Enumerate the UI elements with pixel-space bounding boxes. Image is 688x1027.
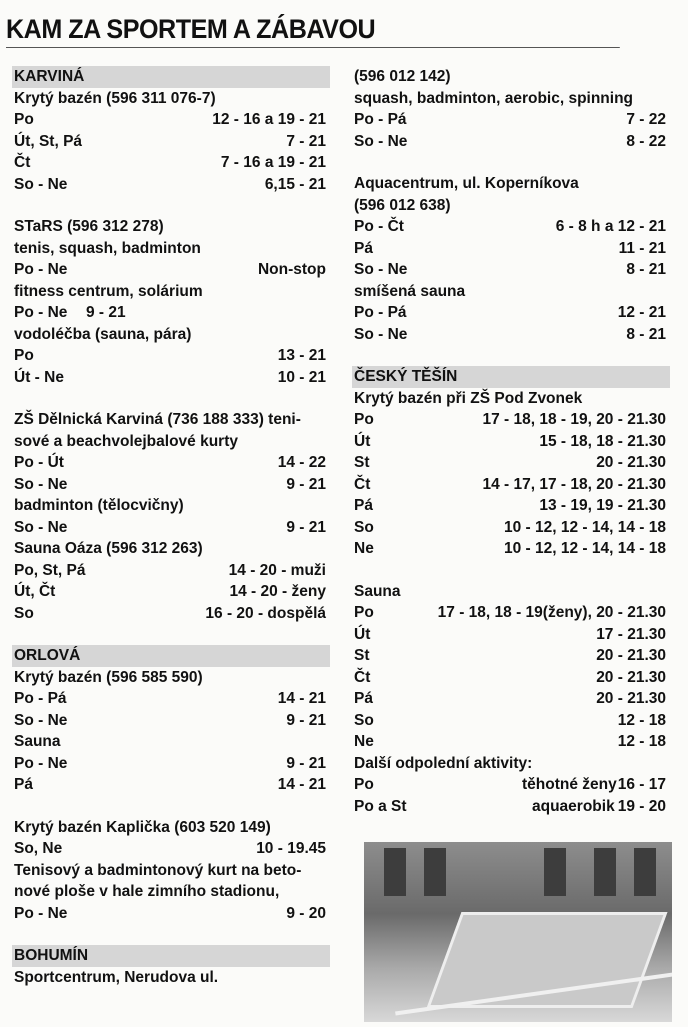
time-value: 14 - 20 - muži (228, 561, 326, 579)
day-label: So - Ne (354, 132, 408, 150)
schedule-row (354, 238, 666, 260)
time-value: 20 - 21.30 (596, 454, 666, 471)
schedule-row (14, 345, 326, 367)
schedule-row (14, 259, 326, 281)
venue-title: Krytý bazén (596 311 076-7) (14, 89, 216, 107)
day-label: Po (354, 411, 374, 428)
schedule-row (14, 367, 326, 389)
activity-label: squash, badminton, aerobic, spinning (354, 89, 634, 107)
activity-label: Sauna (14, 733, 61, 750)
venue-title: sové a beachvolejbalové kurty (14, 432, 238, 450)
day-label: So (14, 604, 34, 622)
schedule-row (14, 560, 326, 582)
day-label: Út (354, 432, 371, 450)
schedule-row (354, 517, 666, 539)
time-value: 9 - 21 (286, 711, 326, 729)
activity-label: badminton (tělocvičny) (14, 497, 184, 514)
activity-label: nové ploše v hale zimního stadionu, (14, 883, 280, 900)
schedule-row (14, 838, 326, 860)
venue-title: Krytý bazén při ZŠ Pod Zvonek (354, 389, 583, 407)
time-value: 10 - 12, 12 - 14, 14 - 18 (504, 518, 666, 536)
swimming-pool-photo (364, 842, 672, 1022)
schedule-row (14, 581, 326, 603)
schedule-row (14, 131, 326, 153)
venue-title: Sauna Oáza (596 312 263) (14, 540, 203, 557)
day-label: Po (14, 347, 34, 364)
venue-phone: (596 012 638) (354, 196, 451, 214)
schedule-row (14, 753, 326, 775)
day-label: Pá (354, 239, 373, 257)
schedule-row (14, 302, 326, 324)
time-value: 12 - 21 (617, 304, 666, 321)
schedule-row (354, 131, 666, 153)
time-value: 20 - 21.30 (596, 690, 666, 707)
section-cesky-tesin: ČESKÝ TĚŠÍN (352, 366, 670, 388)
day-label: Po - Pá (14, 690, 67, 707)
time-value: 12 - 18 (617, 733, 666, 750)
time-value: 10 - 19.45 (256, 840, 326, 857)
schedule-row (14, 517, 326, 539)
schedule-row (354, 796, 666, 818)
day-label: So - Ne (14, 175, 68, 193)
day-label: Po, St, Pá (14, 561, 86, 579)
schedule-row (14, 903, 326, 925)
day-label: Čt (354, 668, 371, 686)
time-value: 14 - 22 (277, 454, 326, 471)
activity-label: tenis, squash, badminton (14, 239, 201, 257)
time-value: 20 - 21.30 (596, 647, 666, 664)
schedule-row (354, 538, 666, 560)
day-label: Út - Ne (14, 368, 64, 386)
time-value: 16 - 20 - dospělá (205, 604, 326, 622)
activity-label: Tenisový a badmintonový kurt na beto- (14, 861, 302, 879)
time-value: 12 - 16 a 19 - 21 (212, 111, 326, 128)
day-label: Po - Ne (14, 754, 68, 772)
schedule-row (354, 688, 666, 710)
schedule-row (14, 603, 326, 625)
day-label: Ne (354, 540, 374, 557)
day-label: Pá (14, 776, 33, 793)
day-label: Po a St (354, 797, 407, 815)
left-column (14, 66, 326, 988)
time-value: 9 - 21 (86, 304, 126, 321)
time-value: 13 - 21 (277, 347, 326, 364)
time-value: 7 - 21 (286, 132, 326, 150)
day-label: St (354, 454, 370, 471)
schedule-row (354, 452, 666, 474)
time-value: 8 - 21 (626, 325, 666, 343)
schedule-row (354, 302, 666, 324)
schedule-row (354, 667, 666, 689)
time-value: 8 - 22 (626, 132, 666, 150)
day-label: So - Ne (14, 711, 68, 729)
day-label: So - Ne (354, 325, 408, 343)
section-orlova: ORLOVÁ (12, 645, 330, 667)
time-value: Non-stop (257, 261, 326, 278)
schedule-row (14, 109, 326, 131)
activity-name: těhotné ženy (522, 776, 617, 793)
time-value: 10 - 12, 12 - 14, 14 - 18 (504, 540, 666, 557)
day-label: Po (354, 776, 374, 793)
time-value: 14 - 17, 17 - 18, 20 - 21.30 (482, 475, 666, 493)
time-value: 14 - 21 (277, 690, 326, 707)
time-value: 19 - 20 (617, 797, 666, 815)
schedule-row (354, 259, 666, 281)
time-value: 9 - 20 (286, 904, 326, 922)
time-value: 17 - 18, 18 - 19(ženy), 20 - 21.30 (437, 604, 666, 621)
day-label: Po - Čt (354, 218, 404, 235)
day-label: Po - Ne (14, 261, 68, 278)
schedule-row (354, 624, 666, 646)
schedule-row (354, 645, 666, 667)
time-value: 12 - 18 (617, 711, 666, 729)
day-label: So (354, 518, 374, 536)
section-karvina: KARVINÁ (12, 66, 330, 88)
venue-title: ZŠ Dělnická Karviná (736 188 333) teni- (14, 411, 301, 428)
schedule-row (14, 174, 326, 196)
day-label: Po (14, 111, 34, 128)
day-label: So - Ne (14, 518, 68, 536)
day-label: So (354, 711, 374, 729)
day-label: Pá (354, 497, 373, 514)
page-title: KAM ZA SPORTEM A ZÁBAVOU (6, 14, 620, 48)
schedule-row (354, 409, 666, 431)
time-value: 9 - 21 (286, 475, 326, 493)
schedule-row (14, 710, 326, 732)
venue-title: Sportcentrum, Nerudova ul. (14, 968, 219, 986)
schedule-row (354, 324, 666, 346)
day-label: Ne (354, 733, 374, 750)
time-value: 6,15 - 21 (264, 175, 326, 193)
day-label: So, Ne (14, 840, 63, 857)
time-value: 8 - 21 (626, 261, 666, 278)
schedule-row (354, 431, 666, 453)
right-column (354, 66, 666, 817)
schedule-row (14, 474, 326, 496)
schedule-row (14, 452, 326, 474)
day-label: Čt (354, 475, 371, 493)
time-value: 17 - 21.30 (596, 625, 666, 643)
time-value: 20 - 21.30 (596, 668, 666, 686)
schedule-row (354, 774, 666, 796)
day-label: Út, Čt (14, 583, 56, 600)
time-value: 16 - 17 (617, 776, 666, 793)
activity-label: fitness centrum, solárium (14, 282, 203, 300)
day-label: Po - Pá (354, 111, 407, 128)
activity-label: Sauna (354, 582, 401, 600)
day-label: Po - Ne (14, 904, 68, 922)
venue-title: Aquacentrum, ul. Koperníkova (354, 175, 579, 192)
time-value: 15 - 18, 18 - 21.30 (539, 432, 666, 450)
venue-title: Krytý bazén (596 585 590) (14, 668, 203, 686)
venue-title: STaRS (596 312 278) (14, 218, 164, 235)
day-label: Pá (354, 690, 373, 707)
day-label: St (354, 647, 370, 664)
time-value: 13 - 19, 19 - 21.30 (539, 497, 666, 514)
venue-phone: (596 012 142) (354, 68, 451, 85)
section-bohumin: BOHUMÍN (12, 945, 330, 967)
time-value: 10 - 21 (277, 368, 326, 386)
schedule-row (354, 731, 666, 753)
schedule-row (14, 152, 326, 174)
activity-label: Další odpolední aktivity: (354, 754, 533, 772)
day-label: So - Ne (354, 261, 408, 278)
day-label: Po - Pá (354, 304, 407, 321)
day-label: Čt (14, 154, 31, 171)
time-value: 14 - 21 (277, 776, 326, 793)
schedule-row (354, 602, 666, 624)
time-value: 7 - 16 a 19 - 21 (220, 154, 326, 171)
schedule-row (354, 474, 666, 496)
schedule-row (354, 109, 666, 131)
schedule-row (354, 710, 666, 732)
day-label: Út (354, 625, 371, 643)
time-value: 9 - 21 (286, 754, 326, 772)
time-value: 6 - 8 h a 12 - 21 (555, 218, 666, 235)
day-label: So - Ne (14, 475, 68, 493)
schedule-row (354, 495, 666, 517)
day-label: Po - Ne (14, 304, 68, 321)
schedule-row (14, 688, 326, 710)
day-label: Út, St, Pá (14, 132, 83, 150)
time-value: 11 - 21 (618, 239, 666, 257)
activity-label: vodoléčba (sauna, pára) (14, 325, 192, 343)
venue-title: Krytý bazén Kaplička (603 520 149) (14, 818, 271, 836)
activity-name: aquaerobik (532, 797, 615, 815)
schedule-row (354, 216, 666, 238)
day-label: Po - Út (14, 454, 64, 471)
day-label: Po (354, 604, 374, 621)
time-value: 17 - 18, 18 - 19, 20 - 21.30 (482, 411, 666, 428)
schedule-row (14, 774, 326, 796)
activity-label: smíšená sauna (354, 282, 466, 300)
time-value: 14 - 20 - ženy (229, 583, 326, 600)
time-value: 7 - 22 (626, 111, 666, 128)
time-value: 9 - 21 (286, 518, 326, 536)
